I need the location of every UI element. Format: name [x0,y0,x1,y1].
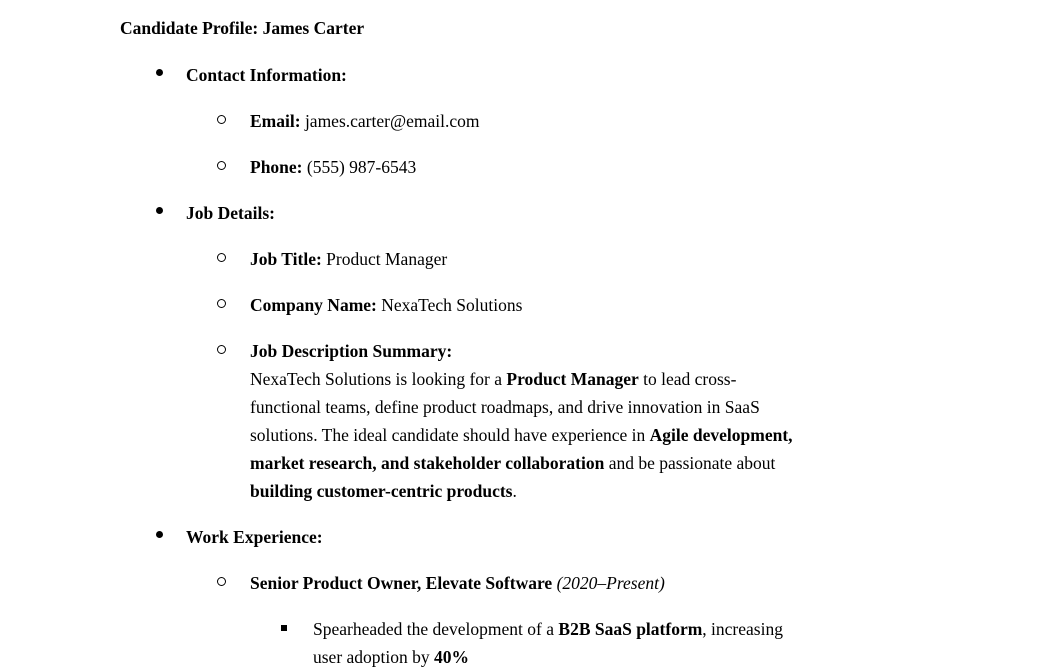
role-title-text: Senior Product Owner, Elevate Software (2020–Present) [250,573,665,593]
bullet-disc-icon [156,531,163,538]
section-header-job-details: Job Details: [186,203,275,223]
bullet-circle-icon [217,115,226,124]
company-name-text: Company Name: NexaTech Solutions [250,295,523,315]
document-title: Candidate Profile: James Carter [120,18,365,38]
bullet-square-icon [281,625,287,631]
list-item-job-title [0,245,1039,273]
bullet-circle-icon [217,345,226,354]
list-item-contact-information [0,61,1039,89]
bullet-disc-icon [156,207,163,214]
bullet-disc-icon [156,69,163,76]
email-text: Email: james.carter@email.com [250,111,480,131]
bullet-circle-icon [217,577,226,586]
list-item-phone [0,153,1039,181]
list-item-achievement [0,615,1039,671]
list-item-company-name [0,291,1039,319]
phone-text: Phone: (555) 987-6543 [250,157,417,177]
list-item-senior-product-owner [0,569,1039,597]
bullet-circle-icon [217,161,226,170]
section-header-contact-information: Contact Information: [186,65,347,85]
list-item-job-description-summary [0,337,1039,505]
job-description-summary-text: Job Description Summary: NexaTech Solutions is looking for a Product Manager to lead cross- functional teams, define product roadmaps, and drive innovation in SaaS solutions. The ideal candidate should have experience in Agile development, market research, and stakeholder collaboration and be passionate about building customer-centric products. [250,341,793,501]
list-item-job-details [0,199,1039,227]
list-item-work-experience [0,523,1039,551]
list-item-email [0,107,1039,135]
bullet-circle-icon [217,253,226,262]
section-header-work-experience: Work Experience: [186,527,323,547]
achievement-text: Spearheaded the development of a B2B SaaS platform, increasing user adoption by 40% [313,619,783,667]
bullet-circle-icon [217,299,226,308]
job-title-text: Job Title: Product Manager [250,249,448,269]
